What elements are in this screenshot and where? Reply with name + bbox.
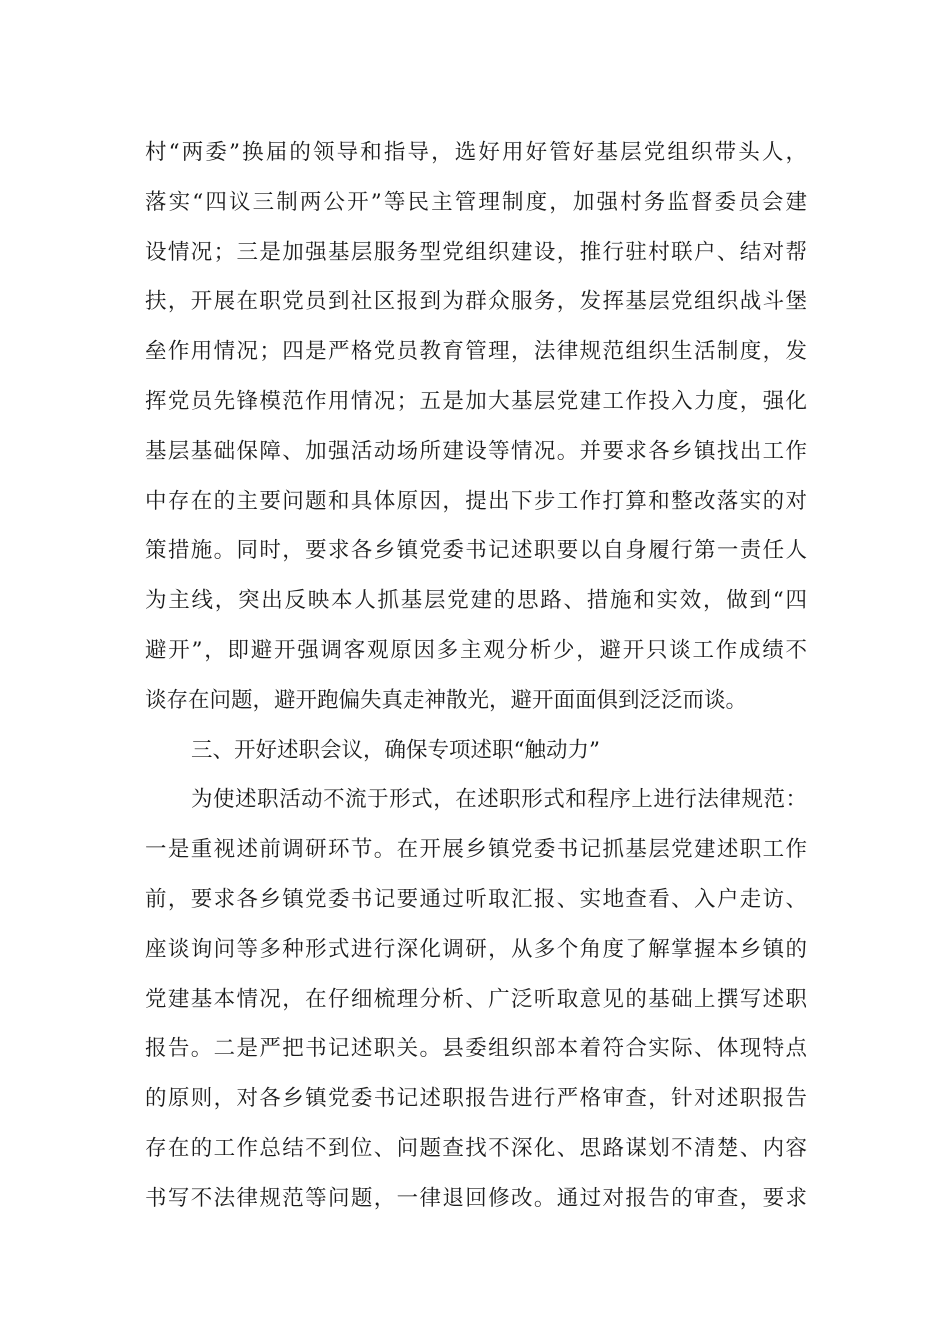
text-line: 书写不法律规范等问题，一律退回修改。通过对报告的审查，要求: [145, 1185, 807, 1211]
text-line: 基层基础保障、加强活动场所建设等情况。并要求各乡镇找出工作: [145, 438, 807, 464]
text-line: 党建基本情况，在仔细梳理分析、广泛听取意见的基础上撰写述职: [145, 986, 807, 1012]
text-line: 存在的工作总结不到位、问题查找不深化、思路谋划不清楚、内容: [145, 1136, 807, 1161]
text-line: 落实“四议三制两公开”等民主管理制度，加强村务监督委员会建: [145, 189, 807, 215]
text-line: 报告。二是严把书记述职关。县委组织部本着符合实际、体现特点: [145, 1036, 807, 1062]
text-line: 策措施。同时，要求各乡镇党委书记述职要以自身履行第一责任人: [145, 538, 807, 564]
text-line: 为使述职活动不流于形式，在述职形式和程序上进行法律规范：: [191, 787, 807, 813]
text-line: 村“两委”换届的领导和指导，选好用好管好基层党组织带头人，: [145, 140, 807, 165]
text-line: 设情况；三是加强基层服务型党组织建设，推行驻村联户、结对帮: [145, 239, 807, 265]
text-line: 避开”，即避开强调客观原因多主观分析少，避开只谈工作成绩不: [145, 638, 807, 663]
text-line: 的原则，对各乡镇党委书记述职报告进行严格审查，针对述职报告: [145, 1086, 807, 1112]
text-line: 挥党员先锋模范作用情况；五是加大基层党建工作投入力度，强化: [145, 389, 807, 414]
text-line: 谈存在问题，避开跑偏失真走神散光，避开面面俱到泛泛而谈。: [145, 687, 748, 713]
section-heading: 三、开好述职会议，确保专项述职“触动力”: [191, 737, 600, 763]
text-line: 中存在的主要问题和具体原因，提出下步工作打算和整改落实的对: [145, 488, 807, 514]
text-line: 一是重视述前调研环节。在开展乡镇党委书记抓基层党建述职工作: [145, 837, 807, 863]
text-line: 前，要求各乡镇党委书记要通过听取汇报、实地查看、入户走访、: [145, 887, 807, 912]
text-line: 扶，开展在职党员到社区报到为群众服务，发挥基层党组织战斗堡: [145, 289, 807, 315]
text-line: 座谈询问等多种形式进行深化调研，从多个角度了解掌握本乡镇的: [145, 936, 807, 962]
text-line: 为主线，突出反映本人抓基层党建的思路、措施和实效，做到“四: [145, 588, 807, 614]
text-line: 垒作用情况；四是严格党员教育管理，法律规范组织生活制度，发: [145, 339, 807, 365]
